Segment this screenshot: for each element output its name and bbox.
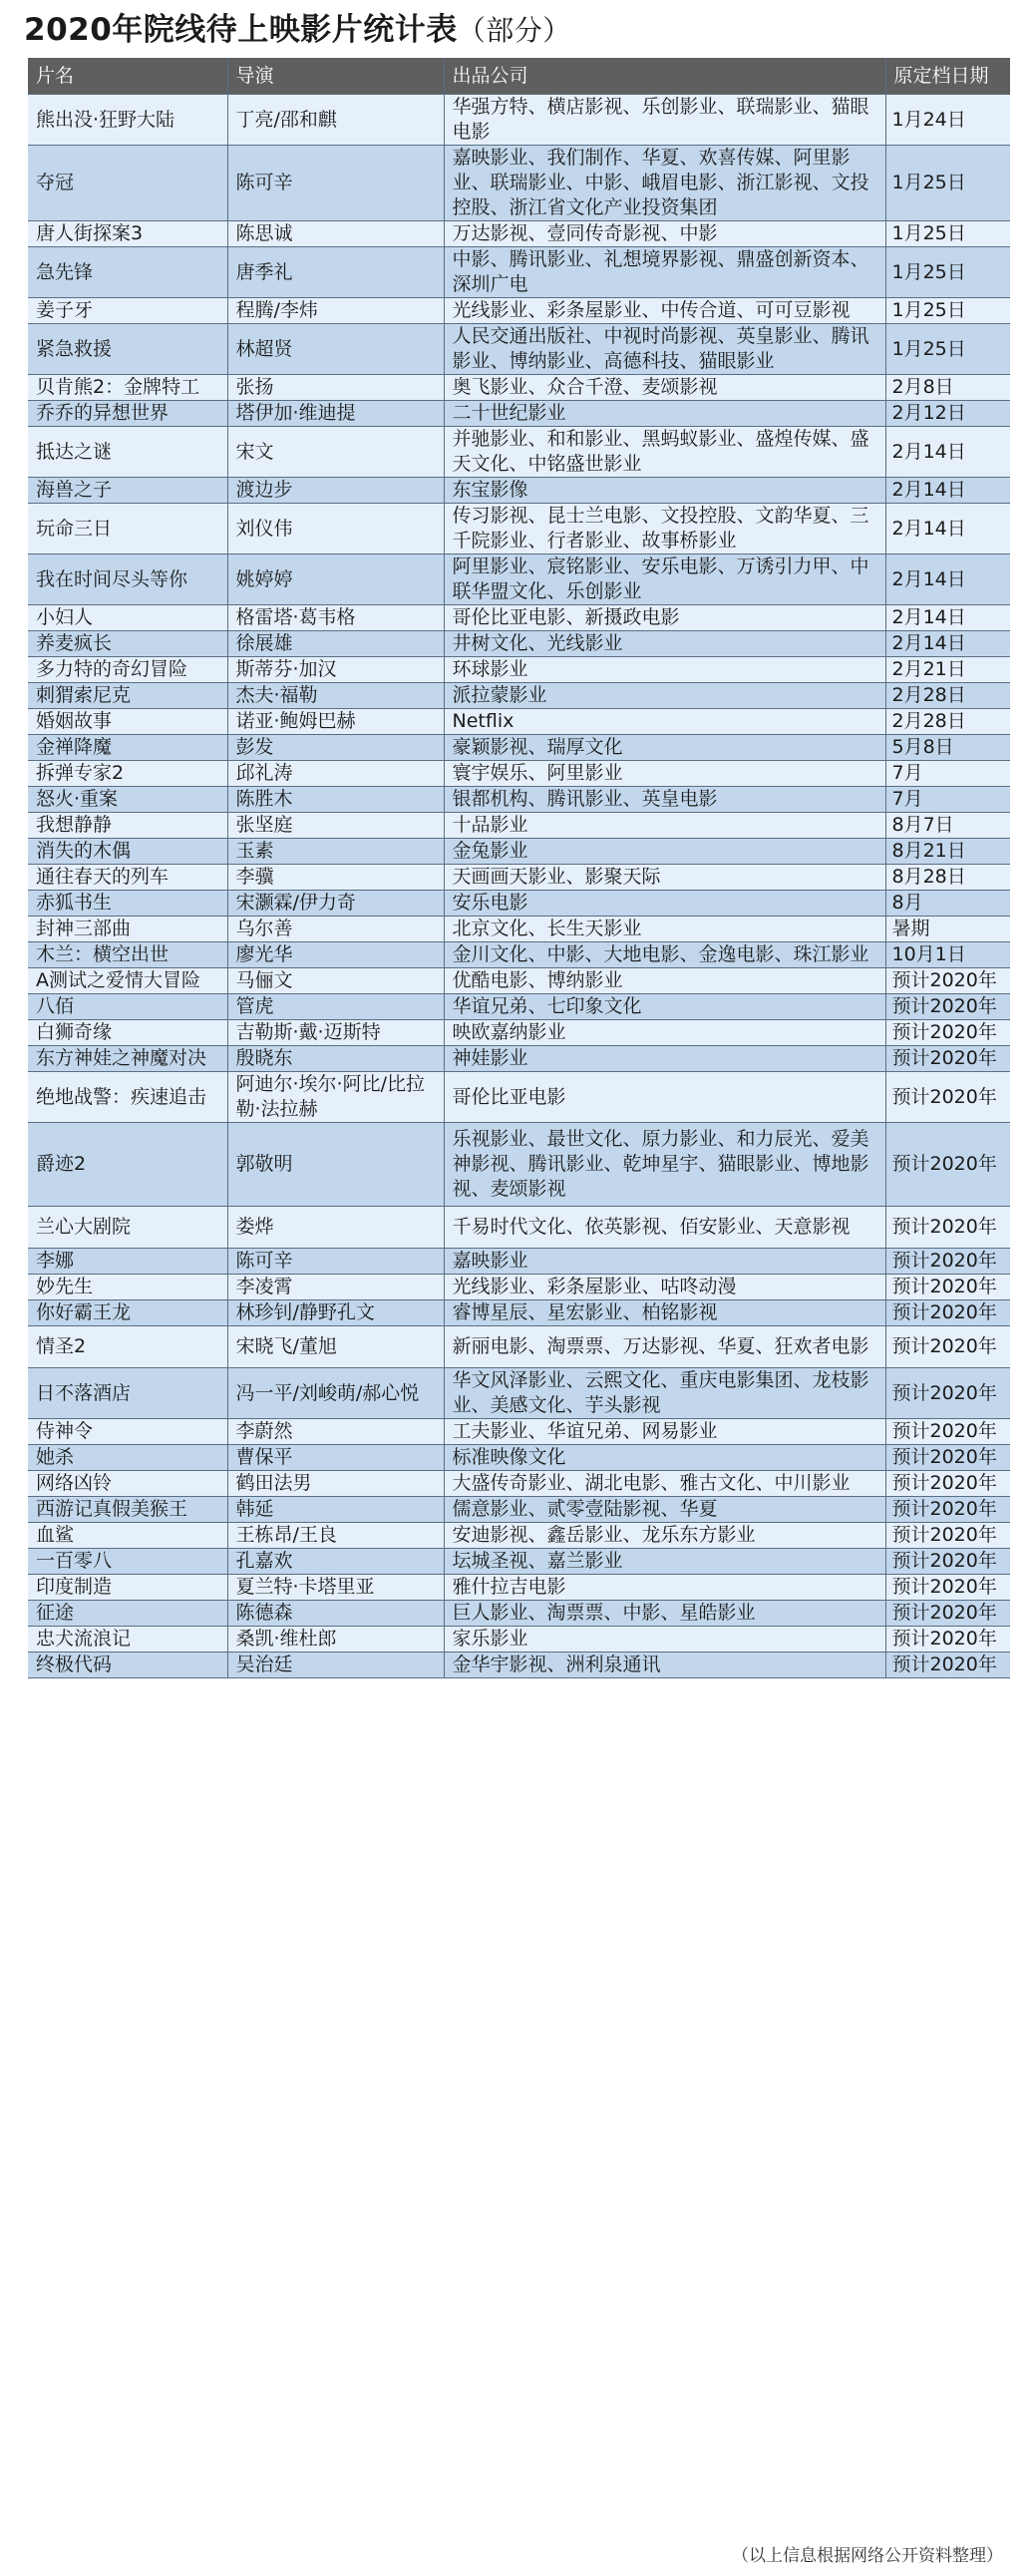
cell-release-date: 预计2020年: [885, 1523, 1010, 1549]
cell-companies: 并驰影业、和和影业、黑蚂蚁影业、盛煌传媒、盛天文化、中铭盛世影业: [444, 427, 885, 478]
cell-director: 马俪文: [227, 968, 444, 994]
table-row: [28, 1207, 1010, 1249]
cell-release-date: 1月25日: [885, 221, 1010, 247]
cell-director: 陈思诚: [227, 221, 444, 247]
cell-release-date: 2月14日: [885, 504, 1010, 554]
cell-release-date: 预计2020年: [885, 1653, 1010, 1678]
cell-director: 邱礼涛: [227, 761, 444, 787]
cell-companies: 人民交通出版社、中视时尚影视、英皇影业、腾讯影业、博纳影业、高德科技、猫眼影业: [444, 324, 885, 375]
cell-companies: 嘉映影业、我们制作、华夏、欢喜传媒、阿里影业、联瑞影业、中影、峨眉电影、浙江影视、文投控股、浙江省文化产业投资集团: [444, 146, 885, 221]
cell-companies: 新丽电影、淘票票、万达影视、华夏、狂欢者电影: [444, 1326, 885, 1368]
cell-companies: 儒意影业、贰零壹陆影视、华夏: [444, 1497, 885, 1523]
cell-companies: 大盛传奇影业、湖北电影、雅古文化、中川影业: [444, 1471, 885, 1497]
cell-film-title: 木兰：横空出世: [28, 942, 227, 968]
table-row: [28, 1653, 1010, 1678]
cell-companies: 万达影视、壹同传奇影视、中影: [444, 221, 885, 247]
cell-film-title: 乔乔的异想世界: [28, 401, 227, 427]
cell-film-title: 急先锋: [28, 247, 227, 298]
cell-companies: 千易时代文化、依英影视、佰安影业、天意影视: [444, 1207, 885, 1249]
cell-companies: 标准映像文化: [444, 1445, 885, 1471]
cell-director: 林超贤: [227, 324, 444, 375]
cell-director: 唐季礼: [227, 247, 444, 298]
cell-director: 李凌霄: [227, 1275, 444, 1300]
cell-film-title: 姜子牙: [28, 298, 227, 324]
cell-director: 张扬: [227, 375, 444, 401]
cell-release-date: 预计2020年: [885, 1601, 1010, 1627]
cell-director: 李骥: [227, 865, 444, 891]
table-row: [28, 1523, 1010, 1549]
cell-director: 程腾/李炜: [227, 298, 444, 324]
cell-companies: 哥伦比亚电影、新摄政电影: [444, 605, 885, 631]
cell-director: 诺亚·鲍姆巴赫: [227, 709, 444, 735]
cell-film-title: 忠犬流浪记: [28, 1627, 227, 1653]
cell-director: 姚婷婷: [227, 554, 444, 605]
table-row: [28, 1275, 1010, 1300]
table-row: [28, 605, 1010, 631]
cell-director: 塔伊加·维迪提: [227, 401, 444, 427]
cell-release-date: 预计2020年: [885, 1300, 1010, 1326]
cell-release-date: 10月1日: [885, 942, 1010, 968]
table-row: [28, 942, 1010, 968]
table-row: [28, 1300, 1010, 1326]
cell-director: 彭发: [227, 735, 444, 761]
cell-film-title: 征途: [28, 1601, 227, 1627]
cell-companies: 光线影业、彩条屋影业、咕咚动漫: [444, 1275, 885, 1300]
table-row: [28, 657, 1010, 683]
cell-film-title: 婚姻故事: [28, 709, 227, 735]
table-row: [28, 709, 1010, 735]
cell-film-title: 通往春天的列车: [28, 865, 227, 891]
cell-release-date: 预计2020年: [885, 1368, 1010, 1419]
cell-release-date: 2月8日: [885, 375, 1010, 401]
cell-companies: 寰宇娱乐、阿里影业: [444, 761, 885, 787]
cell-film-title: 玩命三日: [28, 504, 227, 554]
column-header-companies: 出品公司: [444, 58, 885, 95]
cell-companies: 华谊兄弟、七印象文化: [444, 994, 885, 1020]
cell-film-title: 夺冠: [28, 146, 227, 221]
cell-release-date: 预计2020年: [885, 968, 1010, 994]
cell-film-title: 东方神娃之神魔对决: [28, 1046, 227, 1072]
cell-companies: 井树文化、光线影业: [444, 631, 885, 657]
cell-release-date: 预计2020年: [885, 1575, 1010, 1601]
cell-release-date: 2月14日: [885, 427, 1010, 478]
page-title: [24, 8, 571, 52]
cell-director: 斯蒂芬·加汉: [227, 657, 444, 683]
cell-film-title: 紧急救援: [28, 324, 227, 375]
cell-release-date: 预计2020年: [885, 1627, 1010, 1653]
cell-director: 娄烨: [227, 1207, 444, 1249]
table-row: [28, 1497, 1010, 1523]
table-row: [28, 787, 1010, 813]
cell-director: 杰夫·福勒: [227, 683, 444, 709]
cell-film-title: 血鲨: [28, 1523, 227, 1549]
cell-film-title: 贝肯熊2：金牌特工: [28, 375, 227, 401]
cell-film-title: 情圣2: [28, 1326, 227, 1368]
cell-director: 管虎: [227, 994, 444, 1020]
table-row: [28, 1471, 1010, 1497]
cell-film-title: 侍神令: [28, 1419, 227, 1445]
cell-director: 陈可辛: [227, 146, 444, 221]
cell-companies: 北京文化、长生天影业: [444, 917, 885, 942]
cell-companies: 安迪影视、鑫岳影业、龙乐东方影业: [444, 1523, 885, 1549]
cell-film-title: 唐人街探案3: [28, 221, 227, 247]
table-row: [28, 221, 1010, 247]
cell-director: 丁亮/邵和麒: [227, 95, 444, 146]
cell-release-date: 5月8日: [885, 735, 1010, 761]
cell-companies: 银都机构、腾讯影业、英皇电影: [444, 787, 885, 813]
cell-film-title: 八佰: [28, 994, 227, 1020]
table-row: [28, 298, 1010, 324]
cell-film-title: 印度制造: [28, 1575, 227, 1601]
cell-release-date: 预计2020年: [885, 1249, 1010, 1275]
cell-director: 宋灏霖/伊力奇: [227, 891, 444, 917]
cell-film-title: 赤狐书生: [28, 891, 227, 917]
cell-director: 渡边步: [227, 478, 444, 504]
cell-film-title: 兰心大剧院: [28, 1207, 227, 1249]
cell-director: 吴治廷: [227, 1653, 444, 1678]
cell-film-title: 拆弹专家2: [28, 761, 227, 787]
table-row: [28, 1123, 1010, 1207]
cell-director: 孔嘉欢: [227, 1549, 444, 1575]
cell-release-date: 预计2020年: [885, 1123, 1010, 1207]
cell-director: 徐展雄: [227, 631, 444, 657]
cell-companies: 中影、腾讯影业、礼想境界影视、鼎盛创新资本、深圳广电: [444, 247, 885, 298]
cell-director: 陈胜木: [227, 787, 444, 813]
cell-companies: 派拉蒙影业: [444, 683, 885, 709]
table-row: [28, 1072, 1010, 1123]
table-row: [28, 1046, 1010, 1072]
table-row: [28, 1020, 1010, 1046]
cell-companies: 优酷电影、博纳影业: [444, 968, 885, 994]
cell-film-title: 日不落酒店: [28, 1368, 227, 1419]
cell-companies: 金川文化、中影、大地电影、金逸电影、珠江影业: [444, 942, 885, 968]
cell-film-title: 绝地战警：疾速追击: [28, 1072, 227, 1123]
cell-film-title: 刺猬索尼克: [28, 683, 227, 709]
table-row: [28, 1368, 1010, 1419]
cell-companies: 传习影视、昆士兰电影、文投控股、文韵华夏、三千院影业、行者影业、故事桥影业: [444, 504, 885, 554]
cell-film-title: 怒火·重案: [28, 787, 227, 813]
cell-companies: 巨人影业、淘票票、中影、星皓影业: [444, 1601, 885, 1627]
column-header-date: 原定档日期: [885, 58, 1010, 95]
cell-director: 宋晓飞/董旭: [227, 1326, 444, 1368]
title-text: 2020年院线待上映影片统计表: [24, 12, 458, 48]
table-row: [28, 865, 1010, 891]
cell-release-date: 2月12日: [885, 401, 1010, 427]
cell-film-title: 爵迹2: [28, 1123, 227, 1207]
cell-film-title: A测试之爱情大冒险: [28, 968, 227, 994]
cell-director: 陈可辛: [227, 1249, 444, 1275]
column-header-film: 片名: [28, 58, 227, 95]
cell-companies: 雅什拉吉电影: [444, 1575, 885, 1601]
cell-film-title: 你好霸王龙: [28, 1300, 227, 1326]
cell-film-title: 一百零八: [28, 1549, 227, 1575]
cell-companies: 睿博星辰、星宏影业、柏铭影视: [444, 1300, 885, 1326]
title-subtitle: （部分）: [457, 14, 571, 47]
table-row: [28, 247, 1010, 298]
table-row: [28, 146, 1010, 221]
cell-director: 殷晓东: [227, 1046, 444, 1072]
cell-release-date: 1月24日: [885, 95, 1010, 146]
cell-companies: 嘉映影业: [444, 1249, 885, 1275]
cell-release-date: 1月25日: [885, 298, 1010, 324]
cell-film-title: 妙先生: [28, 1275, 227, 1300]
cell-film-title: 海兽之子: [28, 478, 227, 504]
cell-film-title: 我想静静: [28, 813, 227, 839]
table-row: [28, 683, 1010, 709]
table-header-row: [28, 58, 1010, 95]
cell-companies: 奥飞影业、众合千澄、麦颂影视: [444, 375, 885, 401]
cell-film-title: 熊出没·狂野大陆: [28, 95, 227, 146]
table-row: [28, 324, 1010, 375]
cell-companies: 二十世纪影业: [444, 401, 885, 427]
cell-director: 陈德森: [227, 1601, 444, 1627]
cell-film-title: 金禅降魔: [28, 735, 227, 761]
table-row: [28, 813, 1010, 839]
cell-release-date: 2月14日: [885, 554, 1010, 605]
cell-release-date: 预计2020年: [885, 1549, 1010, 1575]
cell-companies: 十品影业: [444, 813, 885, 839]
cell-companies: 神娃影业: [444, 1046, 885, 1072]
cell-companies: 天画画天影业、影聚天际: [444, 865, 885, 891]
cell-release-date: 预计2020年: [885, 1419, 1010, 1445]
cell-companies: 映欧嘉纳影业: [444, 1020, 885, 1046]
cell-companies: 工夫影业、华谊兄弟、网易影业: [444, 1419, 885, 1445]
cell-director: 曹保平: [227, 1445, 444, 1471]
table-row: [28, 839, 1010, 865]
table-row: [28, 401, 1010, 427]
table-row: [28, 478, 1010, 504]
table-row: [28, 1575, 1010, 1601]
cell-director: 郭敬明: [227, 1123, 444, 1207]
table-row: [28, 761, 1010, 787]
cell-release-date: 8月21日: [885, 839, 1010, 865]
table-row: [28, 1601, 1010, 1627]
table-row: [28, 504, 1010, 554]
cell-film-title: 多力特的奇幻冒险: [28, 657, 227, 683]
cell-release-date: 2月14日: [885, 478, 1010, 504]
cell-release-date: 预计2020年: [885, 1046, 1010, 1072]
cell-director: 林珍钊/静野孔文: [227, 1300, 444, 1326]
cell-release-date: 8月7日: [885, 813, 1010, 839]
cell-film-title: 消失的木偶: [28, 839, 227, 865]
cell-release-date: 预计2020年: [885, 1445, 1010, 1471]
cell-film-title: 我在时间尽头等你: [28, 554, 227, 605]
table-row: [28, 891, 1010, 917]
table-row: [28, 968, 1010, 994]
cell-release-date: 预计2020年: [885, 1471, 1010, 1497]
cell-release-date: 1月25日: [885, 247, 1010, 298]
table-row: [28, 1419, 1010, 1445]
cell-release-date: 2月14日: [885, 605, 1010, 631]
cell-director: 桑凯·维杜郎: [227, 1627, 444, 1653]
film-table-container: [28, 58, 1010, 1678]
cell-director: 玉素: [227, 839, 444, 865]
cell-film-title: 白狮奇缘: [28, 1020, 227, 1046]
source-note: （以上信息根据网络公开资料整理）: [732, 2546, 1003, 2566]
table-row: [28, 95, 1010, 146]
cell-release-date: 预计2020年: [885, 1326, 1010, 1368]
cell-release-date: 1月25日: [885, 324, 1010, 375]
cell-release-date: 1月25日: [885, 146, 1010, 221]
cell-companies: Netflix: [444, 709, 885, 735]
cell-companies: 金华宇影视、洲利泉通讯: [444, 1653, 885, 1678]
cell-film-title: 封神三部曲: [28, 917, 227, 942]
cell-film-title: 网络凶铃: [28, 1471, 227, 1497]
cell-companies: 华文风泽影业、云熙文化、重庆电影集团、龙枝影业、美感文化、芋头影视: [444, 1368, 885, 1419]
table-row: [28, 1445, 1010, 1471]
cell-director: 乌尔善: [227, 917, 444, 942]
cell-director: 李蔚然: [227, 1419, 444, 1445]
cell-film-title: 小妇人: [28, 605, 227, 631]
cell-release-date: 预计2020年: [885, 1072, 1010, 1123]
cell-film-title: 李娜: [28, 1249, 227, 1275]
cell-director: 宋文: [227, 427, 444, 478]
cell-film-title: 终极代码: [28, 1653, 227, 1678]
cell-release-date: 2月21日: [885, 657, 1010, 683]
cell-film-title: 抵达之谜: [28, 427, 227, 478]
cell-companies: 阿里影业、宸铭影业、安乐电影、万诱引力甲、中联华盟文化、乐创影业: [444, 554, 885, 605]
table-row: [28, 1249, 1010, 1275]
cell-director: 夏兰特·卡塔里亚: [227, 1575, 444, 1601]
cell-companies: 坛城圣视、嘉兰影业: [444, 1549, 885, 1575]
cell-companies: 家乐影业: [444, 1627, 885, 1653]
cell-release-date: 2月14日: [885, 631, 1010, 657]
table-row: [28, 1549, 1010, 1575]
cell-release-date: 暑期: [885, 917, 1010, 942]
cell-film-title: 养麦疯长: [28, 631, 227, 657]
film-table: [28, 58, 1010, 1678]
cell-release-date: 预计2020年: [885, 1020, 1010, 1046]
column-header-director: 导演: [227, 58, 444, 95]
cell-companies: 豪颖影视、瑞厚文化: [444, 735, 885, 761]
cell-companies: 乐视影业、最世文化、原力影业、和力辰光、爱美神影视、腾讯影业、乾坤星宇、猫眼影业、博地影视、麦颂影视: [444, 1123, 885, 1207]
table-row: [28, 427, 1010, 478]
cell-director: 冯一平/刘峻萌/郝心悦: [227, 1368, 444, 1419]
cell-release-date: 7月: [885, 761, 1010, 787]
cell-companies: 环球影业: [444, 657, 885, 683]
table-body: [28, 95, 1010, 1678]
cell-director: 韩延: [227, 1497, 444, 1523]
cell-companies: 光线影业、彩条屋影业、中传合道、可可豆影视: [444, 298, 885, 324]
table-row: [28, 917, 1010, 942]
cell-release-date: 7月: [885, 787, 1010, 813]
table-row: [28, 735, 1010, 761]
cell-director: 张坚庭: [227, 813, 444, 839]
cell-release-date: 预计2020年: [885, 1275, 1010, 1300]
cell-director: 刘仪伟: [227, 504, 444, 554]
cell-release-date: 预计2020年: [885, 1497, 1010, 1523]
cell-director: 阿迪尔·埃尔·阿比/比拉勒·法拉赫: [227, 1072, 444, 1123]
cell-release-date: 2月28日: [885, 709, 1010, 735]
cell-release-date: 8月: [885, 891, 1010, 917]
cell-companies: 哥伦比亚电影: [444, 1072, 885, 1123]
cell-companies: 东宝影像: [444, 478, 885, 504]
cell-companies: 金兔影业: [444, 839, 885, 865]
cell-director: 廖光华: [227, 942, 444, 968]
cell-companies: 华强方特、横店影视、乐创影业、联瑞影业、猫眼电影: [444, 95, 885, 146]
cell-release-date: 8月28日: [885, 865, 1010, 891]
cell-director: 王栋昂/王良: [227, 1523, 444, 1549]
cell-director: 格雷塔·葛韦格: [227, 605, 444, 631]
table-row: [28, 375, 1010, 401]
cell-release-date: 2月28日: [885, 683, 1010, 709]
cell-director: 吉勒斯·戴·迈斯特: [227, 1020, 444, 1046]
table-row: [28, 631, 1010, 657]
cell-film-title: 她杀: [28, 1445, 227, 1471]
cell-release-date: 预计2020年: [885, 994, 1010, 1020]
cell-director: 鹤田法男: [227, 1471, 444, 1497]
table-row: [28, 1627, 1010, 1653]
table-row: [28, 994, 1010, 1020]
cell-film-title: 西游记真假美猴王: [28, 1497, 227, 1523]
table-row: [28, 554, 1010, 605]
cell-release-date: 预计2020年: [885, 1207, 1010, 1249]
table-row: [28, 1326, 1010, 1368]
cell-companies: 安乐电影: [444, 891, 885, 917]
